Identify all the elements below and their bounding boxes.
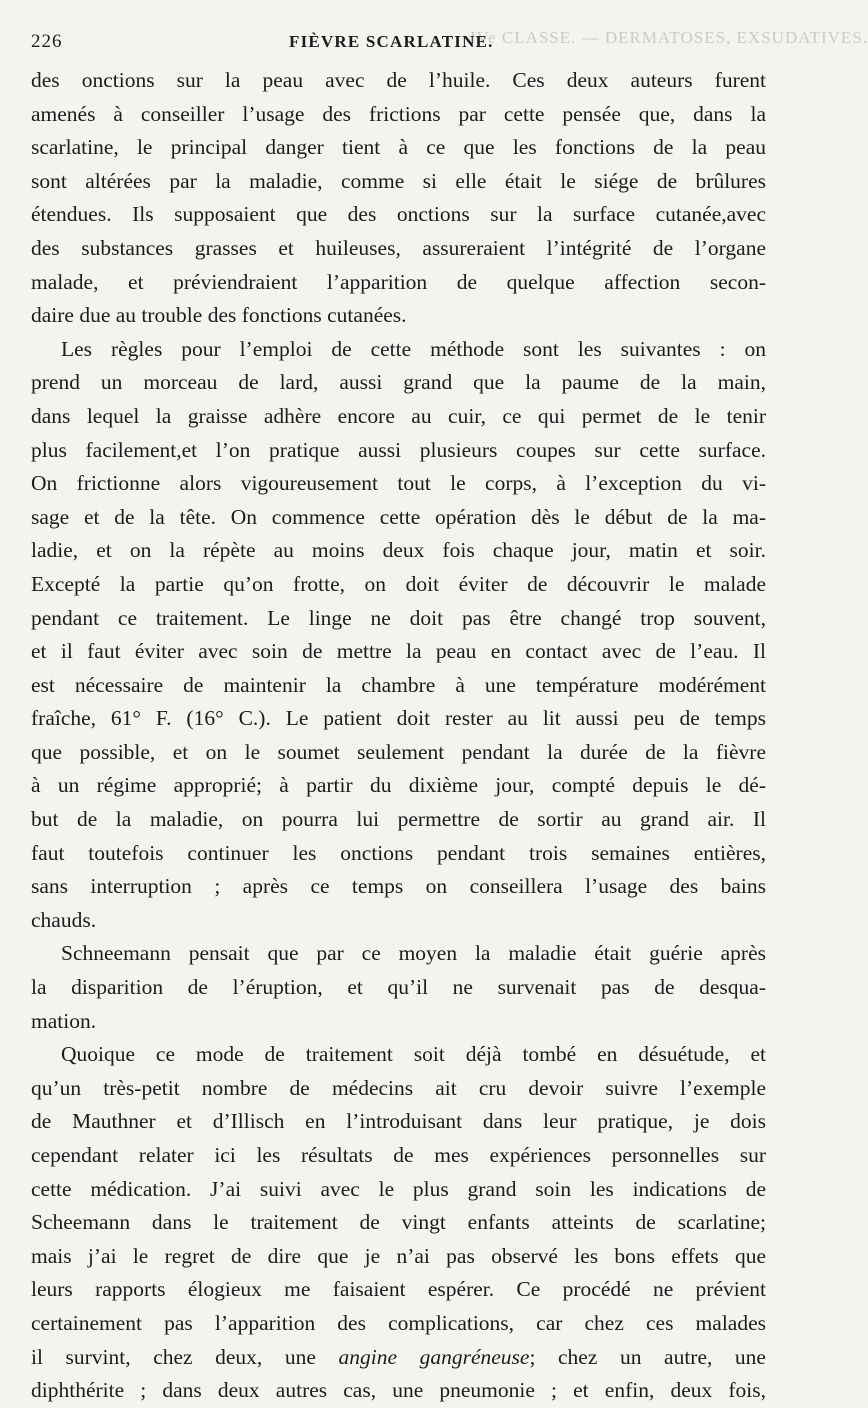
text-line: de Mauthner et d’Illisch en l’introduisant dans leur pratique, je dois (31, 1109, 766, 1134)
italic-term: angine gangréneuse (338, 1344, 530, 1369)
text-line: On frictionne alors vigoureusement tout le corps, à l’exception du vi- (31, 471, 766, 496)
page-header (31, 31, 771, 59)
text-line: malade, et préviendraient l’apparition de quelque affection secon- (31, 269, 766, 294)
text-line: faut toutefois continuer les onctions pendant trois semaines entières, (31, 840, 766, 865)
text-line: but de la maladie, on pourra lui permettre de sortir au grand air. Il (31, 807, 766, 832)
text-line: prend un morceau de lard, aussi grand que la paume de la main, (31, 370, 766, 395)
text-line: leurs rapports élogieux me faisaient espérer. Ce procédé ne prévient (31, 1277, 766, 1302)
line-segment: il survint, chez deux, une (31, 1344, 339, 1369)
running-title: FIÈVRE SCARLATINE. (289, 32, 494, 51)
text-line: des onctions sur la peau avec de l’huile. Ces deux auteurs furent (31, 68, 766, 92)
bleed-through-header: IVe CLASSE. — DERMATOSES, EXSUDATIVES. (470, 28, 868, 47)
text-line: scarlatine, le principal danger tient à ce que les fonctions de la peau (31, 135, 766, 160)
text-line: à un régime approprié; à partir du dixième jour, compté depuis le dé- (31, 773, 766, 798)
page-number: 226 (31, 31, 63, 52)
text-line: et il faut éviter avec soin de mettre la peau en contact avec de l’eau. Il (31, 639, 766, 664)
text-line: sans interruption ; après ce temps on conseillera l’usage des bains (31, 874, 766, 899)
text-line: qu’un très-petit nombre de médecins ait cru devoir suivre l’exemple (31, 1075, 766, 1100)
text-line: étendues. Ils supposaient que des onctions sur la surface cutanée,avec (31, 202, 766, 227)
text-line: amenés à conseiller l’usage des frictions par cette pensée que, dans la (31, 101, 766, 126)
text-line: ladie, et on la répète au moins deux fois chaque jour, matin et soir. (31, 538, 766, 563)
text-line: mais j’ai le regret de dire que je n’ai pas observé les bons effets que (31, 1243, 766, 1268)
text-line: sage et de la tête. On commence cette opération dès le début de la ma- (31, 504, 766, 529)
text-line: des substances grasses et huileuses, assureraient l’intégrité de l’organe (31, 235, 766, 260)
text-line: dans lequel la graisse adhère encore au cuir, ce qui permet de le tenir (31, 403, 766, 428)
text-line: mation. (31, 1008, 97, 1033)
text-line: que possible, et on le soumet seulement pendant la durée de la fièvre (31, 739, 766, 764)
text-line-with-italic (31, 1341, 766, 1375)
line-segment: ; chez un autre, une (529, 1344, 766, 1369)
text-line: Scheemann dans le traitement de vingt enfants atteints de scarlatine; (31, 1210, 766, 1235)
text-line: est nécessaire de maintenir la chambre à une température modérément (31, 672, 766, 697)
text-line: pendant ce traitement. Le linge ne doit pas être changé trop souvent, (31, 605, 766, 630)
text-line: chauds. (31, 907, 97, 932)
text-line: cependant relater ici les résultats de mes expériences personnelles sur (31, 1143, 766, 1167)
text-line: Excepté la partie qu’on frotte, on doit éviter de découvrir le malade (31, 571, 766, 596)
paragraph-first-line: Quoique ce mode de traitement soit déjà tombé en désuétude, et (61, 1042, 766, 1067)
text-line: sont altérées par la maladie, comme si elle était le siége de brûlures (31, 168, 766, 193)
text-line: cette médication. J’ai suivi avec le plus grand soin les indications de (31, 1176, 766, 1201)
text-line: certainement pas l’apparition des complications, car chez ces malades (31, 1310, 766, 1335)
text-line: diphthérite ; dans deux autres cas, une pneumonie ; et enfin, deux fois, (31, 1378, 766, 1403)
body-text (31, 64, 766, 1408)
text-line: plus facilement,et l’on pratique aussi plusieurs coupes sur cette surface. (31, 437, 766, 462)
paragraph-first-line: Les règles pour l’emploi de cette méthode sont les suivantes : on (61, 336, 766, 361)
text-line: fraîche, 61° F. (16° C.). Le patient doit rester au lit aussi peu de temps (31, 706, 766, 731)
text-line: daire due au trouble des fonctions cutanées. (31, 303, 407, 328)
paragraph-first-line: Schneemann pensait que par ce moyen la maladie était guérie après (61, 941, 766, 966)
text-line: la disparition de l’éruption, et qu’il ne survenait pas de desqua- (31, 975, 766, 1000)
